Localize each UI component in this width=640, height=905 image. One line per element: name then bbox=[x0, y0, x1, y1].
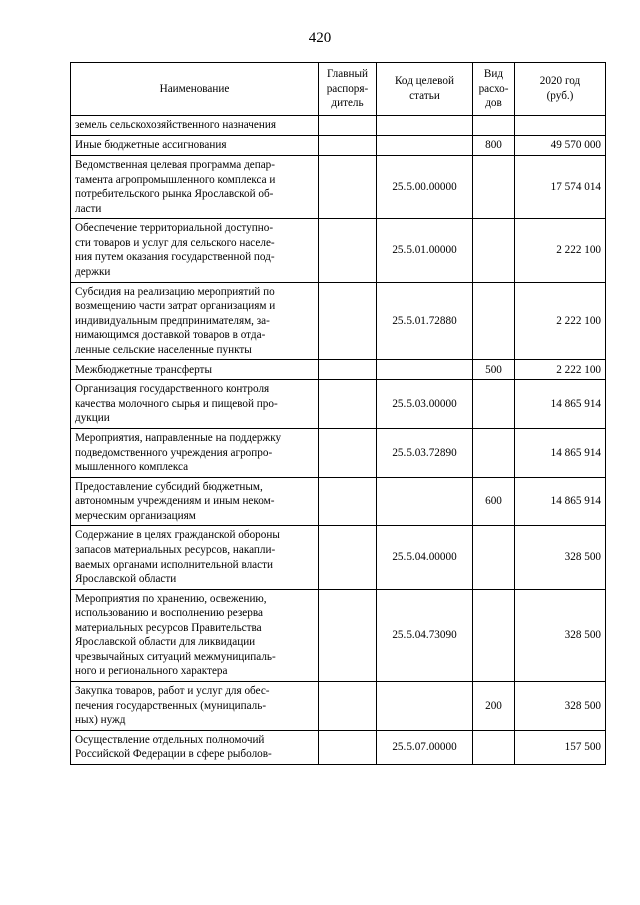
row-code bbox=[377, 477, 473, 526]
header-amount-label: 2020 год (руб.) bbox=[539, 75, 581, 102]
row-code: 25.5.00.00000 bbox=[377, 156, 473, 219]
row-admin bbox=[319, 526, 377, 589]
row-type bbox=[473, 282, 515, 360]
row-name: Мероприятия по хранению, освежению, использованию и восполнению резерва материальных ресурсов Правительства Ярославской области для ликвидации чрезвычайных ситуаций межмуниципаль- ного и регионального характера bbox=[71, 589, 319, 681]
row-type bbox=[473, 219, 515, 282]
row-name: Осуществление отдельных полномочий Российской Федерации в сфере рыболов- bbox=[71, 730, 319, 764]
row-name: Закупка товаров, работ и услуг для обес- печения государственных (муниципаль- ных) нужд bbox=[71, 682, 319, 731]
row-type bbox=[473, 116, 515, 136]
header-admin bbox=[319, 63, 377, 116]
row-amount: 328 500 bbox=[515, 682, 606, 731]
table-row bbox=[71, 116, 606, 136]
table-row bbox=[71, 156, 606, 219]
row-type bbox=[473, 730, 515, 764]
row-admin bbox=[319, 136, 377, 156]
row-name: земель сельскохозяйственного назначения bbox=[71, 116, 319, 136]
row-amount bbox=[515, 116, 606, 136]
table-row bbox=[71, 682, 606, 731]
row-name: Субсидия на реализацию мероприятий по возмещению части затрат организациям и индивидуальным предпринимателям, за- нимающимся доставкой товаров в отда- ленные сельские населенные пункты bbox=[71, 282, 319, 360]
row-admin bbox=[319, 360, 377, 380]
row-admin bbox=[319, 219, 377, 282]
row-admin bbox=[319, 156, 377, 219]
row-name: Межбюджетные трансферты bbox=[71, 360, 319, 380]
header-type bbox=[473, 63, 515, 116]
row-code: 25.5.01.72880 bbox=[377, 282, 473, 360]
row-type: 600 bbox=[473, 477, 515, 526]
row-admin bbox=[319, 589, 377, 681]
row-amount: 328 500 bbox=[515, 589, 606, 681]
row-code bbox=[377, 682, 473, 731]
row-admin bbox=[319, 682, 377, 731]
row-amount: 14 865 914 bbox=[515, 477, 606, 526]
header-admin-label: Главный распоря- дитель bbox=[326, 68, 369, 110]
header-name-label: Наименование bbox=[159, 82, 230, 95]
header-code bbox=[377, 63, 473, 116]
row-type bbox=[473, 380, 515, 429]
table-row bbox=[71, 360, 606, 380]
header-type-label: Вид расхо- дов bbox=[478, 68, 509, 110]
table-row bbox=[71, 429, 606, 478]
row-type: 200 bbox=[473, 682, 515, 731]
row-admin bbox=[319, 477, 377, 526]
row-code: 25.5.01.00000 bbox=[377, 219, 473, 282]
row-type bbox=[473, 156, 515, 219]
row-name: Мероприятия, направленные на поддержку подведомственного учреждения агропро- мышленного комплекса bbox=[71, 429, 319, 478]
table-header-row bbox=[71, 63, 606, 116]
row-amount: 17 574 014 bbox=[515, 156, 606, 219]
row-type bbox=[473, 429, 515, 478]
row-type: 800 bbox=[473, 136, 515, 156]
row-admin bbox=[319, 380, 377, 429]
table-row bbox=[71, 380, 606, 429]
row-amount: 2 222 100 bbox=[515, 282, 606, 360]
row-amount: 2 222 100 bbox=[515, 219, 606, 282]
row-code bbox=[377, 136, 473, 156]
table-row bbox=[71, 219, 606, 282]
row-amount: 14 865 914 bbox=[515, 380, 606, 429]
row-code: 25.5.04.73090 bbox=[377, 589, 473, 681]
row-type bbox=[473, 526, 515, 589]
table-row bbox=[71, 477, 606, 526]
row-amount: 14 865 914 bbox=[515, 429, 606, 478]
row-name: Ведомственная целевая программа депар- тамента агропромышленного комплекса и потребительского рынка Ярославской об- ласти bbox=[71, 156, 319, 219]
row-admin bbox=[319, 730, 377, 764]
row-admin bbox=[319, 282, 377, 360]
row-type bbox=[473, 589, 515, 681]
header-amount bbox=[515, 63, 606, 116]
table-row bbox=[71, 136, 606, 156]
row-amount: 328 500 bbox=[515, 526, 606, 589]
budget-table bbox=[70, 62, 606, 765]
row-name: Содержание в целях гражданской обороны запасов материальных ресурсов, накапли- ваемых органами исполнительной власти Ярославской области bbox=[71, 526, 319, 589]
row-name: Предоставление субсидий бюджетным, автономным учреждениям и иным неком- мерческим организациям bbox=[71, 477, 319, 526]
table-row bbox=[71, 526, 606, 589]
table-row bbox=[71, 589, 606, 681]
row-amount: 2 222 100 bbox=[515, 360, 606, 380]
row-name: Обеспечение территориальной доступно- сти товаров и услуг для сельского населе- ния путем оказания государственной под- держки bbox=[71, 219, 319, 282]
row-code: 25.5.03.72890 bbox=[377, 429, 473, 478]
row-name: Организация государственного контроля качества молочного сырья и пищевой про- дукции bbox=[71, 380, 319, 429]
row-admin bbox=[319, 116, 377, 136]
header-code-label: Код целевой статьи bbox=[395, 75, 454, 102]
page-number: 420 bbox=[308, 30, 332, 46]
header-name bbox=[71, 63, 319, 116]
table-row bbox=[71, 730, 606, 764]
row-amount: 157 500 bbox=[515, 730, 606, 764]
row-name: Иные бюджетные ассигнования bbox=[71, 136, 319, 156]
row-code bbox=[377, 116, 473, 136]
row-code: 25.5.03.00000 bbox=[377, 380, 473, 429]
table-row bbox=[71, 282, 606, 360]
row-admin bbox=[319, 429, 377, 478]
row-amount: 49 570 000 bbox=[515, 136, 606, 156]
row-code: 25.5.07.00000 bbox=[377, 730, 473, 764]
row-type: 500 bbox=[473, 360, 515, 380]
row-code bbox=[377, 360, 473, 380]
row-code: 25.5.04.00000 bbox=[377, 526, 473, 589]
